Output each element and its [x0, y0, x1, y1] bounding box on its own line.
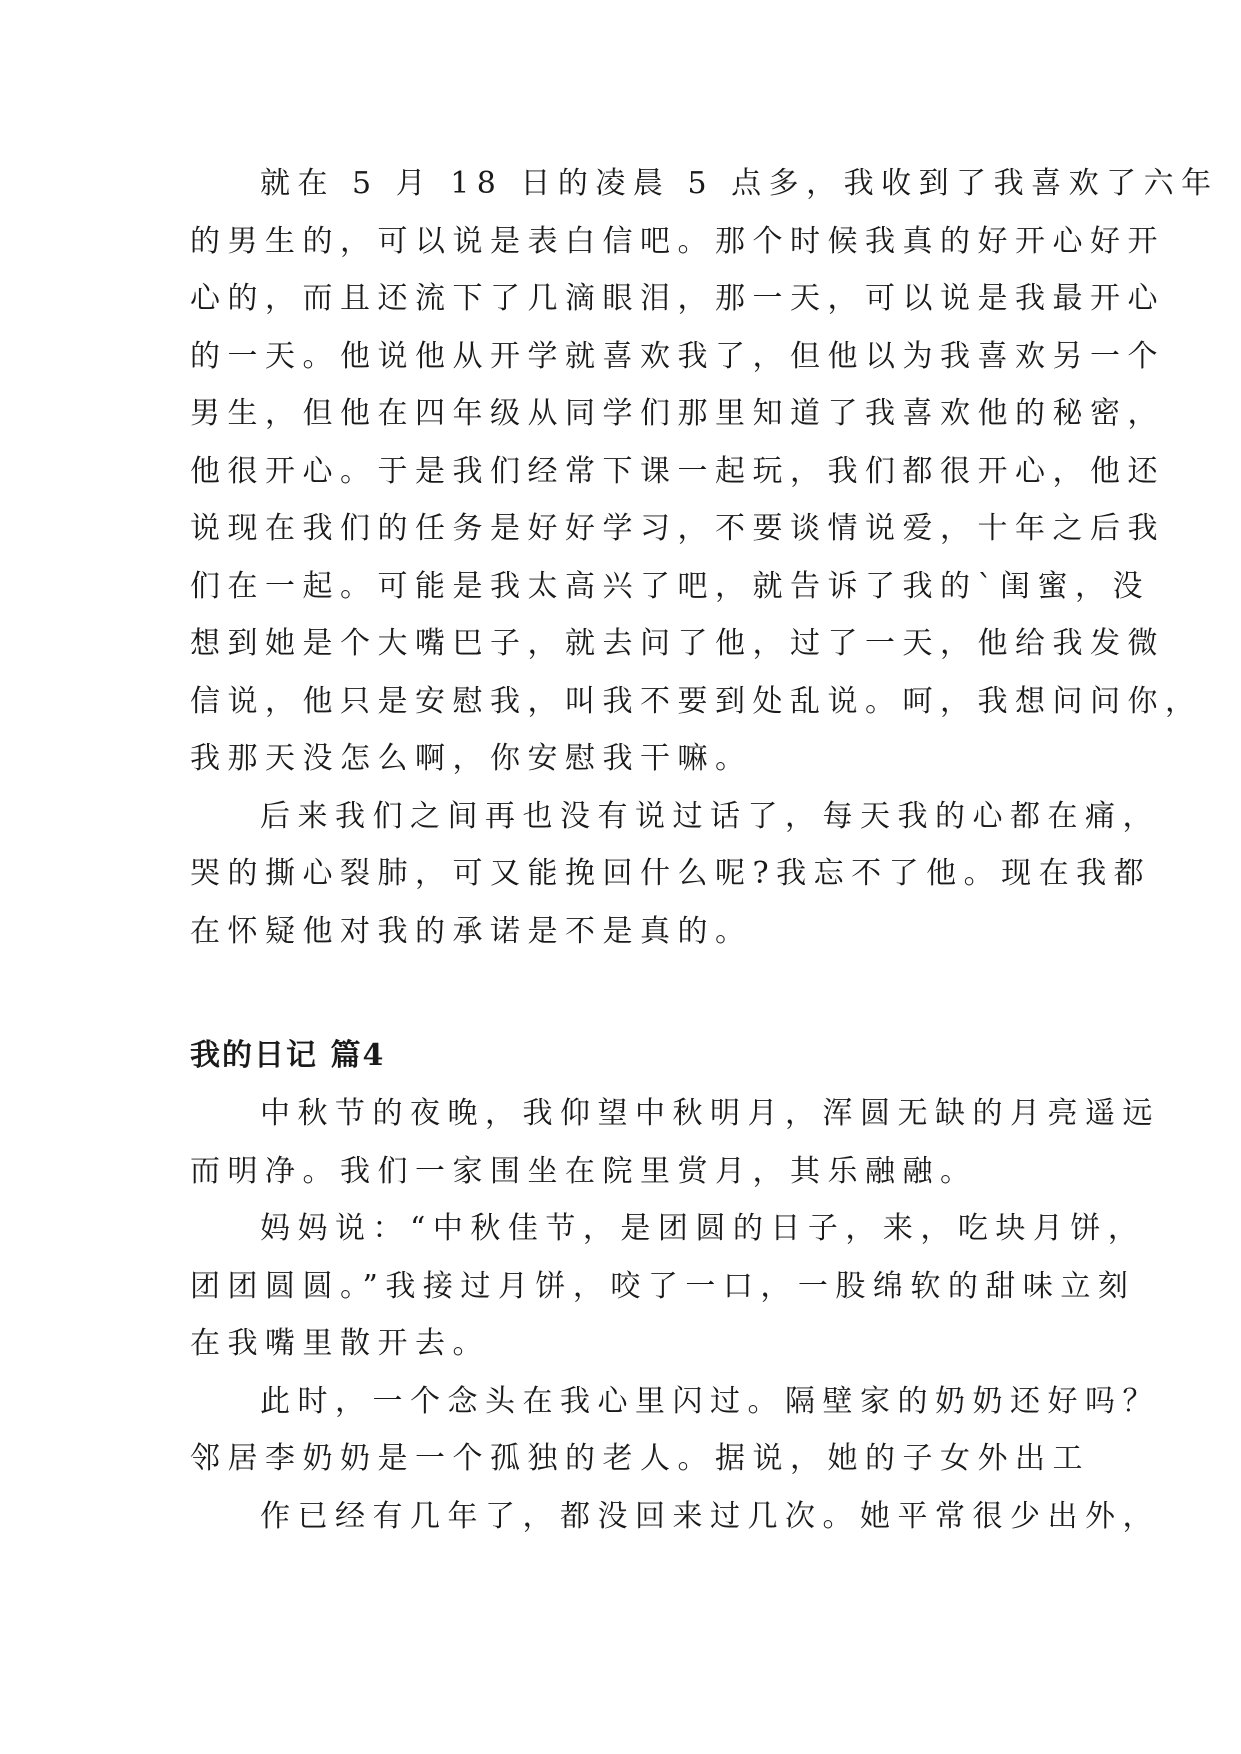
text-line: 想到她是个大嘴巴子，就去问了他，过了一天，他给我发微: [190, 626, 1165, 661]
text-line: 作已经有几年了，都没回来过几次。她平常很少出外，: [260, 1499, 1160, 1534]
text-line: 我那天没怎么啊，你安慰我干嘛。: [190, 741, 753, 776]
text-line: 妈妈说：“中秋佳节，是团圆的日子，来，吃块月饼，: [260, 1211, 1146, 1246]
text-line: 后来我们之间再也没有说过话了，每天我的心都在痛，: [260, 799, 1160, 834]
text-line: 在我嘴里散开去。: [190, 1326, 490, 1361]
text-line: 们在一起。可能是我太高兴了吧，就告诉了我的`闺蜜，没: [190, 569, 1150, 604]
text-line: 团团圆圆。”我接过月饼，咬了一口，一股绵软的甜味立刻: [190, 1269, 1136, 1304]
text-line: 就在 5 月 18 日的凌晨 5 点多，我收到了我喜欢了六年: [260, 166, 1219, 201]
text-line: 此时，一个念头在我心里闪过。隔壁家的奶奶还好吗？: [260, 1384, 1160, 1419]
text-line: 邻居李奶奶是一个孤独的老人。据说，她的子女外出工: [190, 1441, 1090, 1476]
text-line: 中秋节的夜晚，我仰望中秋明月，浑圆无缺的月亮遥远: [260, 1096, 1160, 1131]
section-heading: 我的日记 篇4: [190, 1038, 386, 1073]
text-line: 而明净。我们一家围坐在院里赏月，其乐融融。: [190, 1154, 978, 1189]
text-line: 的一天。他说他从开学就喜欢我了，但他以为我喜欢另一个: [190, 339, 1165, 374]
text-line: 的男生的，可以说是表白信吧。那个时候我真的好开心好开: [190, 224, 1165, 259]
text-line: 男生，但他在四年级从同学们那里知道了我喜欢他的秘密，: [190, 396, 1165, 431]
text-line: 在怀疑他对我的承诺是不是真的。: [190, 914, 753, 949]
text-line: 哭的撕心裂肺，可又能挽回什么呢?我忘不了他。现在我都: [190, 856, 1152, 891]
text-line: 他很开心。于是我们经常下课一起玩，我们都很开心，他还: [190, 454, 1165, 489]
text-line: 说现在我们的任务是好好学习，不要谈情说爱，十年之后我: [190, 511, 1165, 546]
text-line: 心的，而且还流下了几滴眼泪，那一天，可以说是我最开心: [190, 281, 1165, 316]
text-line: 信说，他只是安慰我，叫我不要到处乱说。呵，我想问问你，: [190, 684, 1203, 719]
